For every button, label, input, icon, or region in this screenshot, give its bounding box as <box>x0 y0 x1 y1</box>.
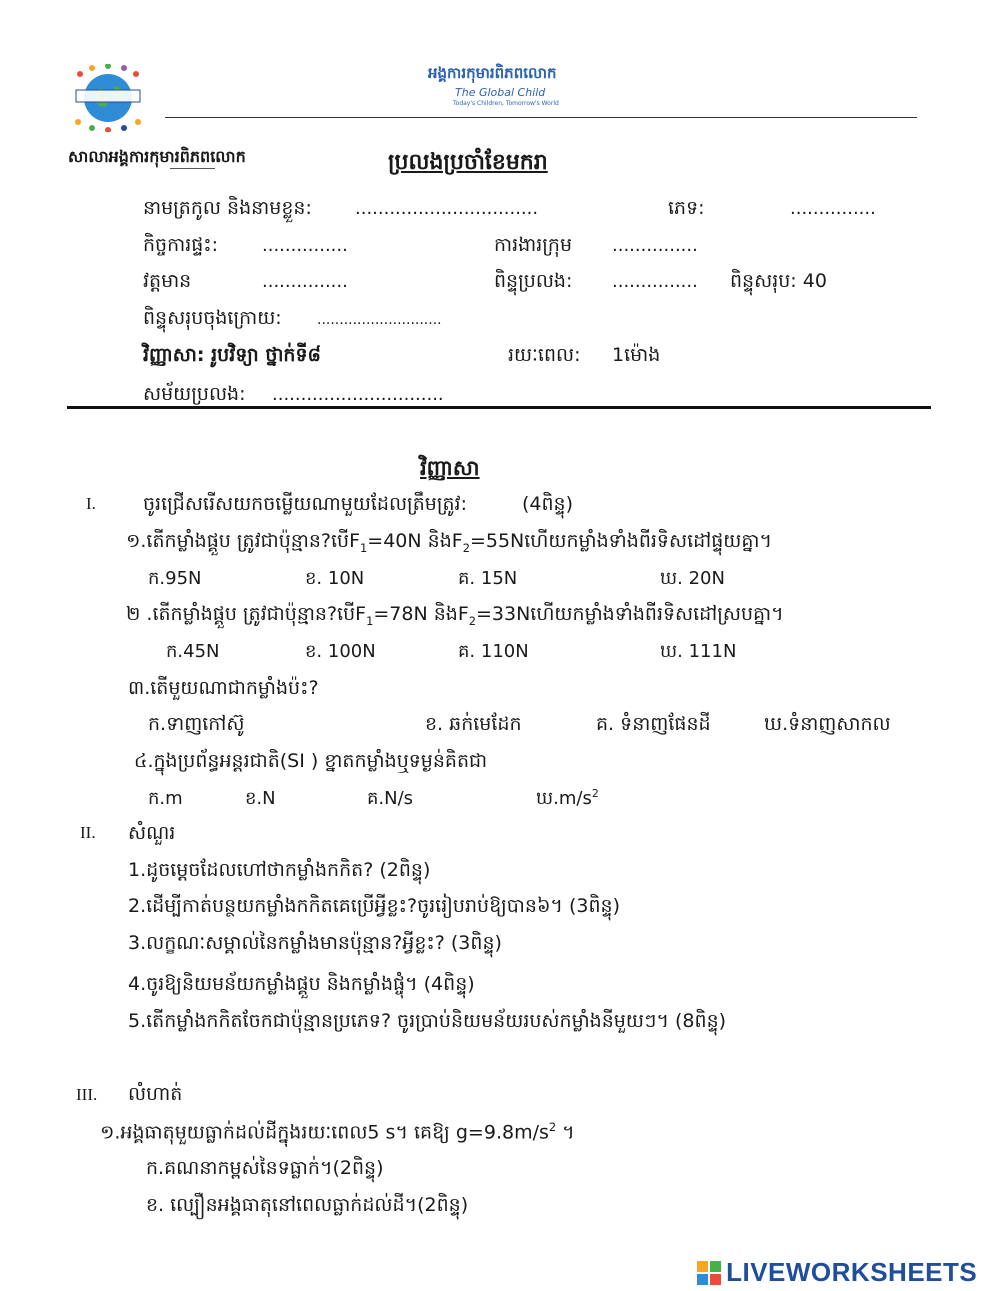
session-field[interactable]: .............................. <box>272 384 444 405</box>
org-name-english: The Global Child <box>455 86 546 99</box>
part2-question-5: 5.តើកម្លាំងកកិតចែកជាប៉ុន្មានប្រភេទ? ចូរប្រាប់និយមន័យរបស់កម្លាំងនីមួយៗ។ (8ពិន្ទុ) <box>128 1010 727 1032</box>
q4-option-a[interactable]: ក.m <box>148 788 183 809</box>
exam-score-label: ពិន្ទុប្រលង: <box>494 270 573 292</box>
q4-option-d[interactable]: ឃ$.m/s^2$ <box>536 787 599 809</box>
q2-option-b[interactable]: ខ. 100N <box>305 641 376 662</box>
final-score-label: ពិន្ទុសរុបចុងក្រោយ: <box>143 307 282 329</box>
part1-number: I. <box>86 494 96 513</box>
section-title: វិញ្ញាសា <box>420 456 480 480</box>
name-label: នាមត្រកូល និងនាមខ្លួន: <box>143 197 312 219</box>
gender-label: ភេទ: <box>668 197 705 219</box>
part2-question-1: 1.ដូចម្ដេចដែលហៅថាកម្លាំងកកិត? (2ពិន្ទុ) <box>128 859 431 881</box>
gender-field[interactable]: ............... <box>790 198 876 219</box>
name-field[interactable]: ................................ <box>355 198 539 219</box>
liveworksheets-icon <box>697 1261 721 1285</box>
info-divider <box>67 406 931 409</box>
school-name: សាលាអង្គការកុមារពិភពលោក <box>68 147 246 166</box>
part2-question-4: 4.ចូរឱ្យនិយមន័យកម្លាំងផ្គួប និងកម្លាំងផ្ចុំ។ (4ពិន្ទុ) <box>128 973 475 995</box>
part3-sub-a: ក.គណនាកម្ពស់នៃទធ្លាក់។(2ពិន្ទុ) <box>146 1157 384 1179</box>
duration-value: 1ម៉ោង <box>612 344 661 366</box>
session-label: សម័យប្រលង: <box>143 383 246 405</box>
homework-label: កិច្ចការផ្ទះ: <box>143 234 219 256</box>
part3-title: លំហាត់ <box>128 1083 183 1105</box>
q2-option-d[interactable]: ឃ. 111N <box>660 641 737 662</box>
q1-text: ១.តើកម្លាំងផ្គួប ត្រូវជាប៉ុន្មាន?បើ$F_1=40N$ និង$F_2=55N$ហើយកម្លាំងទាំងពីរទិសដៅផ្ទុយគ្នា។ <box>126 530 772 555</box>
q1-option-b[interactable]: ខ. 10N <box>305 568 365 589</box>
q4-option-b[interactable]: ខ.N <box>245 788 276 809</box>
part2-title: សំណួរ <box>128 822 176 844</box>
q2-option-a[interactable]: ក.45N <box>166 641 220 662</box>
homework-field[interactable]: ............... <box>262 235 348 256</box>
part1-points: (4ពិន្ទុ) <box>522 493 574 515</box>
global-child-logo <box>72 64 144 132</box>
groupwork-field[interactable]: ............... <box>612 235 698 256</box>
total-score-label: ពិន្ទុសរុប: 40 <box>730 270 827 292</box>
part2-question-2: 2.ដើម្បីកាត់បន្ថយកម្លាំងកកិតគេប្រើអ្វីខ្លះ?ចូររៀបរាប់ឱ្យបាន៦។ (3ពិន្ទុ) <box>128 895 621 917</box>
part3-sub-b: ខ. ល្បឿនអង្គធាតុនៅពេលធ្លាក់ដល់ដី។(2ពិន្ទុ) <box>146 1194 469 1216</box>
part3-question-1: ១.អង្គធាតុមួយធ្លាក់ដល់ដីក្នុងរយៈពេល5 s។ គេឱ្យ $g=9.8m/s^2$ ។ <box>100 1120 575 1144</box>
duration-label: រយៈពេល: <box>508 344 581 366</box>
q4-option-c[interactable]: គ.N/s <box>367 788 414 809</box>
q3-option-b[interactable]: ខ. ឆក់មេដែក <box>425 713 522 735</box>
q4-text: ៤.ក្នុងប្រព័ន្ធអន្តរជាតិ(SI ) ខ្នាតកម្លាំងឬទម្ងន់គិតជា <box>134 750 488 772</box>
part3-number: III. <box>76 1085 98 1104</box>
org-name-khmer: អង្គការកុមារពិភពលោក <box>428 64 557 82</box>
subject-label: វិញ្ញាសា: រូបវិទ្យា ថ្នាក់ទី៨ <box>143 344 321 366</box>
final-score-field[interactable]: ............................ <box>317 312 442 328</box>
q1-option-a[interactable]: ក.95N <box>148 568 202 589</box>
exam-title: ប្រលងប្រចាំខែមករា <box>388 150 548 175</box>
q3-option-d[interactable]: ឃ.ទំនាញសាកល <box>764 713 891 735</box>
exam-score-field[interactable]: ............... <box>612 271 698 292</box>
school-name-ornament <box>170 168 215 169</box>
q1-option-d[interactable]: ឃ. 20N <box>660 568 725 589</box>
org-tagline: Today's Children, Tomorrow's World <box>453 100 559 107</box>
part2-number: II. <box>80 823 96 842</box>
groupwork-label: ការងារក្រុម <box>494 234 573 256</box>
attendance-field[interactable]: ............... <box>262 271 348 292</box>
q3-text: ៣.តើមួយណាជាកម្លាំងប៉ះ? <box>128 677 319 699</box>
liveworksheets-logo <box>697 1257 977 1288</box>
header-divider <box>165 117 917 118</box>
part1-title: ចូរជ្រើសរើសយកចម្លើយណាមួយដែលត្រឹមត្រូវ: <box>143 493 467 515</box>
part2-question-3: 3.លក្ខណៈសម្គាល់នៃកម្លាំងមានប៉ុន្មាន?អ្វីខ្លះ? (3ពិន្ទុ) <box>128 932 502 954</box>
q2-option-c[interactable]: គ. 110N <box>458 641 529 662</box>
q2-text: ២ .តើកម្លាំងផ្គួប ត្រូវជាប៉ុន្មាន?បើ$F_1=78N$ និង$F_2=33N$ហើយកម្លាំងទាំងពីរទិសដៅស្របគ្នា។ <box>126 603 784 628</box>
q1-option-c[interactable]: គ. 15N <box>458 568 518 589</box>
q3-option-c[interactable]: គ. ទំនាញផែនដី <box>596 713 711 735</box>
attendance-label: វត្តមាន <box>143 270 192 292</box>
liveworksheets-brand: LIVEWORKSHEETS <box>726 1257 978 1287</box>
q3-option-a[interactable]: ក.ទាញកៅស៊ូ <box>148 713 245 735</box>
